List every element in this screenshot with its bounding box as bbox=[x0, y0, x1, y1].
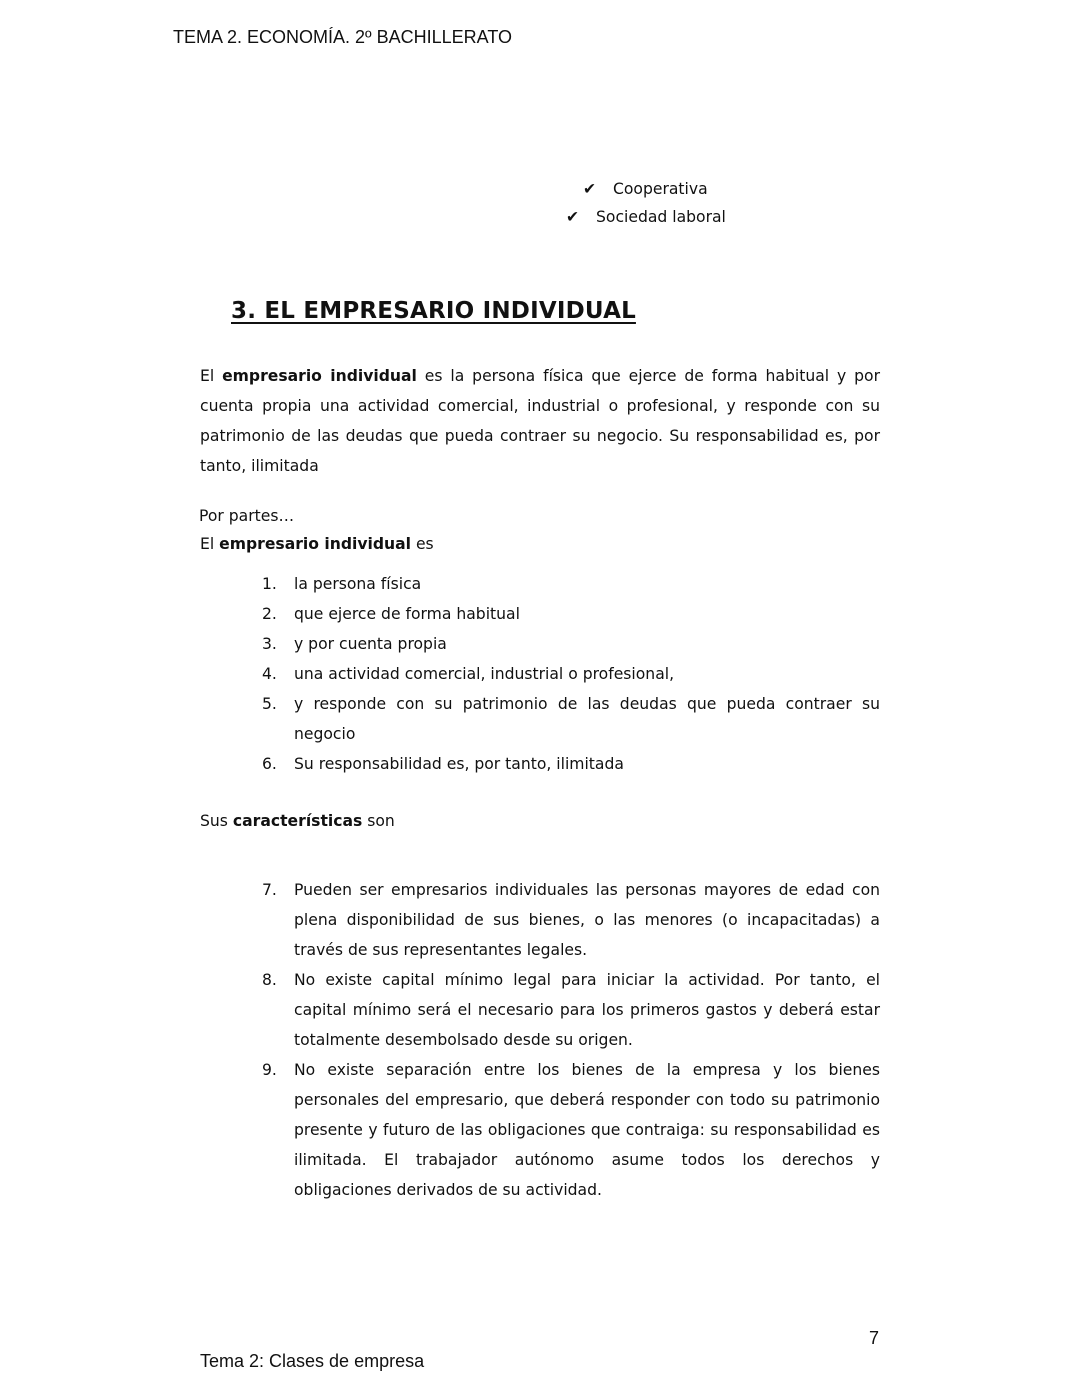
list-number: 9. bbox=[262, 1061, 277, 1079]
intro-paragraph bbox=[200, 361, 880, 481]
list-number: 3. bbox=[262, 635, 277, 653]
checklist-item bbox=[566, 203, 726, 231]
list-text: que ejerce de forma habitual bbox=[294, 605, 520, 623]
list-number: 6. bbox=[262, 755, 277, 773]
list-item bbox=[250, 749, 880, 779]
list-item bbox=[250, 1055, 880, 1205]
list-item bbox=[250, 629, 880, 659]
list-number: 5. bbox=[262, 695, 277, 713]
list-number: 1. bbox=[262, 575, 277, 593]
list-text: No existe separación entre los bienes de la empresa y los bienes personales del empresario, que deberá responder con todo su patrimonio presente y futuro de las obligaciones que contraiga: su responsabilidad es ilimitada. El trabajador autónomo asume todos los derechos y obligaciones derivados de su actividad. bbox=[294, 1061, 880, 1199]
page-number: 7 bbox=[869, 1328, 880, 1348]
parts-list bbox=[250, 569, 880, 779]
list-text: y por cuenta propia bbox=[294, 635, 447, 653]
list-text: Su responsabilidad es, por tanto, ilimitada bbox=[294, 755, 624, 773]
list-text: No existe capital mínimo legal para iniciar la actividad. Por tanto, el capital mínimo será el necesario para los primeros gastos y deberá estar totalmente desembolsado desde su origen. bbox=[294, 971, 880, 1049]
list-item bbox=[250, 965, 880, 1055]
text: El bbox=[200, 367, 223, 385]
text: El bbox=[200, 535, 220, 553]
list-item bbox=[250, 875, 880, 965]
bold-term: características bbox=[232, 812, 363, 830]
page-header: TEMA 2. ECONOMÍA. 2º BACHILLERATO bbox=[173, 27, 512, 47]
list-text: y responde con su patrimonio de las deudas que pueda contraer su negocio bbox=[294, 695, 880, 743]
text: es bbox=[411, 535, 434, 553]
bold-term: empresario individual bbox=[222, 367, 417, 385]
checklist-label: Sociedad laboral bbox=[596, 208, 726, 226]
section-title: 3. EL EMPRESARIO INDIVIDUAL bbox=[231, 298, 636, 324]
definition-line bbox=[200, 535, 434, 553]
text: son bbox=[362, 812, 395, 830]
text: Sus bbox=[200, 812, 233, 830]
checklist-item bbox=[566, 175, 726, 203]
list-item bbox=[250, 569, 880, 599]
checkmark-icon: ✔ bbox=[583, 180, 597, 198]
list-item bbox=[250, 689, 880, 749]
features-list bbox=[250, 875, 880, 1205]
checklist bbox=[566, 175, 726, 231]
checklist-label: Cooperativa bbox=[613, 180, 708, 198]
list-number: 8. bbox=[262, 971, 277, 989]
checkmark-icon: ✔ bbox=[566, 208, 580, 226]
text: es la persona física que ejerce de forma habitual y por cuenta propia una actividad comercial, industrial o profesional, y responde con su patrimonio de las deudas que pueda contraer su negocio. Su responsabilidad es, por tanto, ilimitada bbox=[200, 367, 880, 475]
list-number: 4. bbox=[262, 665, 277, 683]
list-number: 2. bbox=[262, 605, 277, 623]
list-number: 7. bbox=[262, 881, 277, 899]
por-partes: Por partes… bbox=[199, 507, 295, 525]
list-text: la persona física bbox=[294, 575, 422, 593]
list-text: una actividad comercial, industrial o profesional, bbox=[294, 665, 675, 683]
bold-term: empresario individual bbox=[219, 535, 411, 553]
characteristics-line bbox=[200, 812, 395, 830]
list-item bbox=[250, 599, 880, 629]
list-item bbox=[250, 659, 880, 689]
list-text: Pueden ser empresarios individuales las personas mayores de edad con plena disponibilidad de sus bienes, o las menores (o incapacitadas) a través de sus representantes legales. bbox=[294, 881, 880, 959]
page-footer: Tema 2: Clases de empresa bbox=[200, 1351, 425, 1371]
